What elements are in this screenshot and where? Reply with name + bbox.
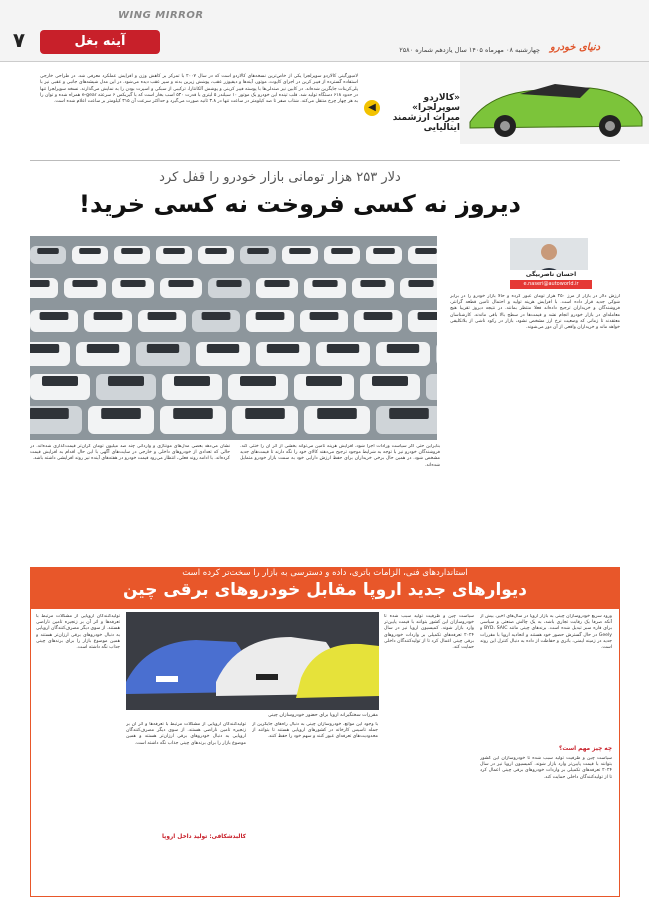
article-kicker: دلار ۲۵۳ هزار تومانی بازار خودرو را قفل کرد bbox=[159, 170, 401, 185]
page-number: ۷ bbox=[12, 28, 26, 52]
car-window bbox=[331, 248, 353, 254]
article-col-right: ارزش دلار در بازار از مرز ۲۵۰ هزار تومان عبور کرده و حالا بازار خودرو را در برابر شوکی جدید قرار داده است. با افزایش هزینه تولید و احتمال تامین قطعه گرانتر، فروشندگان و خریداران ترجیح داده‌اند فعلا منتظر بمانند. در نتیجه دیروز تقریبا هیچ معامله‌ای در بازار خودرو انجام نشد و قیمت‌ها در سطح بالا باقی ماندند. کارشناسان معتقدند تا زمانی که وضعیت نرخ ارز مشخص نشود، بازار در رکود ناشی از بلاتکلیفی خواهد ماند و خریداران واقعی از آن دور می‌شوند. bbox=[450, 294, 620, 331]
car-window bbox=[360, 280, 385, 287]
parking-lot-photo bbox=[30, 236, 437, 440]
lamborghini-image bbox=[460, 62, 649, 144]
car-window bbox=[373, 248, 395, 254]
car-window bbox=[306, 376, 342, 386]
car-window bbox=[327, 344, 359, 353]
section2-col1: ورود سریع خودروسازان چینی به بازار اروپا در سال‌های اخیر، بیش از آنکه صرفا یک رقابت تجاری باشد، به یک چالش صنعتی و سیاسی برای قاره سبز تبدیل شده است. برندهای چینی مانند BYD، SAIC و Geely در حال گسترش حضور خود هستند و اتحادیه اروپا با مقررات جدید در زمینه ایمنی، باتری و حفاظت از داده به دنبال کنترل این روند است. bbox=[480, 614, 612, 651]
autoworld-logo: دنیای خودرو bbox=[550, 42, 601, 53]
article-col-mid: بنابراین حتی اگر سیاست ورادات اجرا شود، افزایش هزینه تامین می‌تواند بخشی از اثر آن را خنثی کند. فروشندگان خودرو نیز با توجه به شرایط موجود ترجیح می‌دهند کالای خود را نگه دارند تا قیمت‌های جدید مشخص شود. در همین حال برخی خریداران برای حفظ ارزش دارایی خود به سمت بازار خودرو متمایل شده‌اند. bbox=[240, 444, 440, 468]
section2-col4: تولیدکنندگان اروپایی از مشکلات مرتبط با تعرفه‌ها و اثر آن بر زنجیره تامین ناراضی هستند. از سوی دیگر مصرف‌کنندگان اروپایی به دنبال خودروهای برقی ارزان‌تر هستند و همین موضوع بازار را برای برندهای چینی جذاب نگه داشته است. bbox=[126, 722, 246, 746]
car-window bbox=[121, 248, 143, 254]
car-window bbox=[30, 280, 50, 287]
car-window bbox=[87, 344, 119, 353]
car-window bbox=[207, 344, 239, 353]
author-email[interactable]: e.naseri@autoworld.ir bbox=[510, 280, 592, 289]
feature-title[interactable] bbox=[380, 93, 460, 133]
top-news-paragraph: لامبورگینی کالاردو سوپرلجرا یکی از خاص‌ترین نسخه‌های کالاردو است که در سال ۲۰۰۷ با تمرکز بر کاهش وزن و افزایش عملکرد معرفی شد. در طراحی خارجی استفاده گسترده از فیبر کربن در اجزای کاپوت، موتور، آینه‌ها و دیفیوزر عقب، پوشش زیرین بدنه و سپر عقب دیده می‌شود. در این مدل شیشه‌های جانبی و عقبی نیز با پلی‌کربنات جایگزین شده‌اند. در کابین نیز صندلی‌ها با پوسته فیبر کربنی و پوشش آلکانتارا، ترکیبی از سبکی و اسپرت بودن را به نمایش می‌گذارند. نسخه سوپرلجرا تنها در حدود ۶۱۸ دستگاه تولید شد. قلب تپنده این خودرو یک موتور ۱۰ سیلندر ۵ لیتری با قدرت ۵۳۰ اسب بخار است که با گیربکس ۶ سرعته e-gear همراه شده و توان را به هر چهار چرخ منتقل می‌کند. شتاب صفر تا صد کیلومتر در ساعت تنها در ۳.۸ ثانیه صورت می‌گیرد و حداکثر سرعت آن ۳۱۵ کیلومتر بر ساعت اعلام شده است. bbox=[40, 74, 359, 105]
car-window bbox=[37, 248, 59, 254]
section-tab: آینه بغل bbox=[40, 30, 160, 54]
issue-line: چهارشنبه ۰۸ مهرماه ۱۴۰۵ سال یازدهم شماره ۲۵۸۰ bbox=[399, 46, 540, 54]
car-window bbox=[173, 408, 213, 419]
wing-mirror-label: WING MIRROR bbox=[118, 10, 204, 21]
car-window bbox=[418, 312, 437, 320]
section2-sub1: چه چیز مهم است؟ bbox=[558, 746, 612, 752]
feature-title-line2: میراث ارزشمند ایتالیایی bbox=[392, 113, 460, 133]
car-window bbox=[310, 312, 339, 320]
car-window bbox=[317, 408, 357, 419]
car-window bbox=[289, 248, 311, 254]
feature-title-line1: «کالاردو سوپرلجرا» bbox=[412, 93, 460, 113]
section2-kicker: استانداردهای فنی، الزامات باتری، داده و دسترسی به بازار را سخت‌تر کرده است bbox=[182, 568, 468, 578]
car-window bbox=[205, 248, 227, 254]
section2-sub2: کالبدشکافی: تولید داخل اروپا bbox=[161, 834, 246, 840]
car-window bbox=[389, 408, 429, 419]
section2-col5: تولیدکنندگان اروپایی از مشکلات مرتبط با تعرفه‌ها و اثر آن بر زنجیره تامین ناراضی هستند. از سوی دیگر مصرف‌کنندگان اروپایی به دنبال خودروهای برقی ارزان‌تر هستند و همین موضوع بازار را برای برندهای چینی جذاب نگه داشته است. bbox=[36, 614, 120, 651]
car-window bbox=[264, 280, 289, 287]
divider bbox=[30, 160, 620, 161]
author-name: احسان ناصربیگی bbox=[510, 270, 592, 280]
car-window bbox=[42, 376, 78, 386]
car-window bbox=[120, 280, 145, 287]
car-window bbox=[30, 344, 59, 353]
car-window bbox=[202, 312, 231, 320]
car-window bbox=[364, 312, 393, 320]
car-window bbox=[387, 344, 419, 353]
car-window bbox=[147, 344, 179, 353]
car-window bbox=[240, 376, 276, 386]
car-window bbox=[148, 312, 177, 320]
car-window bbox=[108, 376, 144, 386]
car-window bbox=[415, 248, 437, 254]
car-window bbox=[79, 248, 101, 254]
car-window bbox=[312, 280, 337, 287]
section2-col2: سیاست چین و ظرفیت تولید سبب شده تا خودروسازان این کشور بتوانند با قیمت پایین‌تر وارد بازار شوند. کمیسیون اروپا نیز در سال ۲۰۲۴ تعرفه‌های تکمیلی بر واردات خودروهای برقی چینی اعمال کرد تا از تولیدکنندگان داخلی حمایت کند. bbox=[384, 614, 474, 651]
section2-title: دیوارهای جدید اروپا مقابل خودروهای برقی چین bbox=[122, 580, 528, 600]
car-shape bbox=[426, 374, 437, 400]
car-window bbox=[168, 280, 193, 287]
photo-caption: مقررات سختگیرانه اروپا برای حضور خودروسازان چینی bbox=[268, 713, 378, 718]
car-window bbox=[94, 312, 123, 320]
car-window bbox=[163, 248, 185, 254]
car-window bbox=[247, 248, 269, 254]
arrow-left-icon[interactable]: ◀ bbox=[364, 100, 380, 116]
section2-col1b: سیاست چین و ظرفیت تولید سبب شده تا خودروسازان این کشور بتوانند با قیمت پایین‌تر وارد بازار شوند. کمیسیون اروپا نیز در سال ۲۰۲۴ تعرفه‌های تکمیلی بر واردات خودروهای برقی چینی اعمال کرد تا از تولیدکنندگان داخلی حمایت کند. bbox=[480, 756, 612, 780]
car-window bbox=[40, 312, 69, 320]
car-window bbox=[372, 376, 408, 386]
car-window bbox=[101, 408, 141, 419]
section2-col3: با وجود این موانع، خودروسازان چینی به دنبال راه‌های جایگزین از جمله تاسیس کارخانه در کشورهای اروپایی هستند تا بتوانند از محدودیت‌های تعرفه‌ای عبور کنند و سهم خود را حفظ کنند. bbox=[252, 722, 378, 740]
car-window bbox=[174, 376, 210, 386]
article-col-left: نشان می‌دهد بعضی مدل‌های مونتاژی و وارداتی چند صد میلیون تومان گران‌تر قیمت‌گذاری شده‌اند. در حالی که تعدادی از خودروهای داخلی و خارجی در سایت‌های آگهی با این حال اقدام به افزایش قیمت کرده‌اند. با ادامه روند فعلی، انتظار می‌رود قیمت خودرو در هفته‌های آینده نیز روند افزایشی داشته باشد. bbox=[30, 444, 230, 462]
car-window bbox=[245, 408, 285, 419]
car-window bbox=[267, 344, 299, 353]
car-window bbox=[256, 312, 285, 320]
car-window bbox=[216, 280, 241, 287]
car-window bbox=[30, 408, 69, 419]
article-headline: دیروز نه کسی فروخت نه کسی خرید! bbox=[79, 190, 521, 218]
car-window bbox=[408, 280, 433, 287]
car-window bbox=[72, 280, 97, 287]
ev-cars-photo bbox=[126, 612, 379, 710]
